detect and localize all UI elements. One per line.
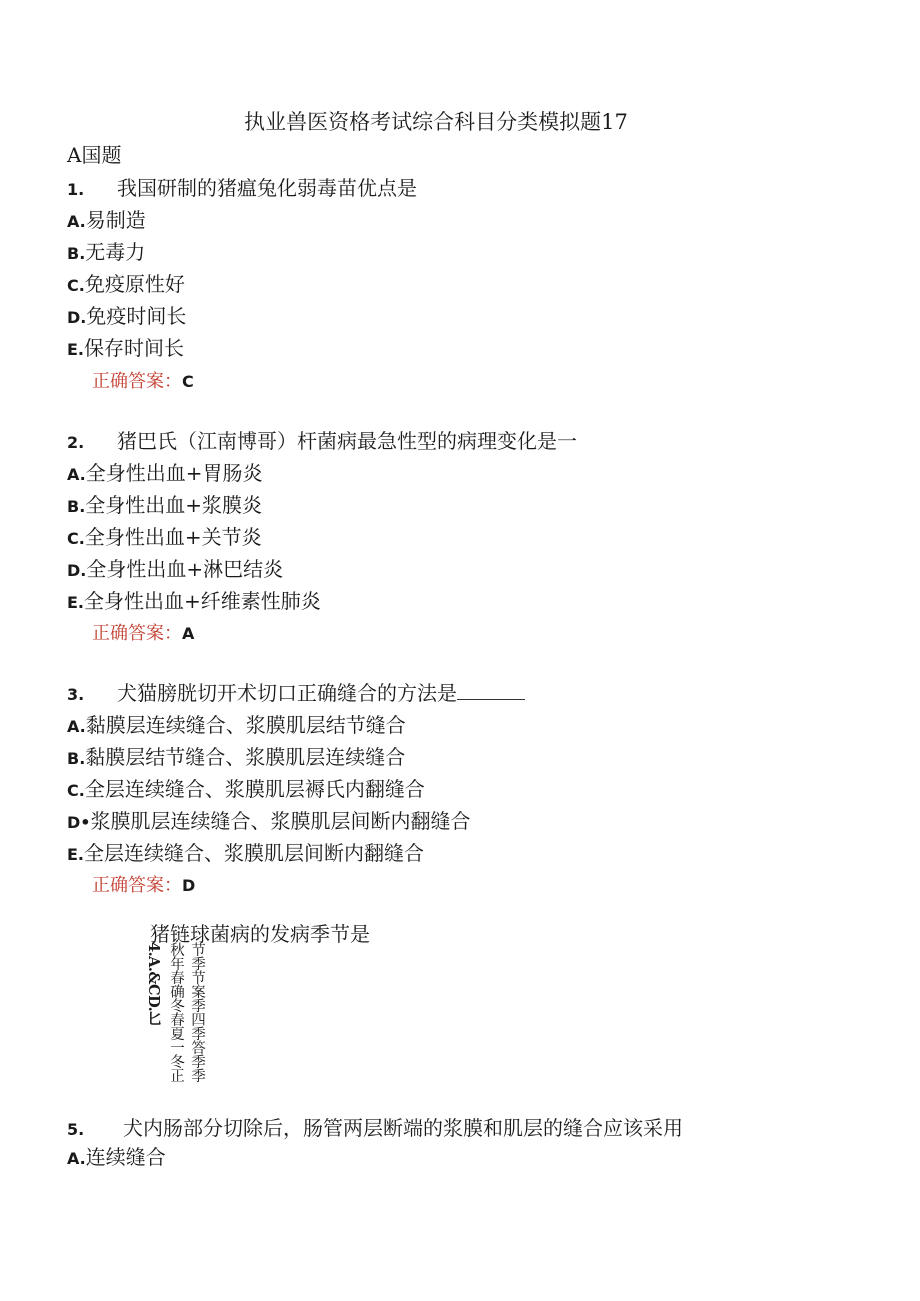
option-3d <box>67 805 471 834</box>
option-letter: A. <box>67 717 86 736</box>
option-2b <box>67 489 262 518</box>
option-letter: C. <box>67 781 85 800</box>
option-3e <box>67 837 424 866</box>
option-2d <box>67 553 283 582</box>
page-title: 执业兽医资格考试综合科目分类模拟题17 <box>244 110 628 134</box>
option-3c <box>67 773 425 802</box>
answer-1 <box>92 367 194 393</box>
option-3a <box>67 709 406 738</box>
option-3b <box>67 741 405 770</box>
question-text: 犬内肠部分切除后，肠管两层断端的浆膜和肌层的缝合应该采用 <box>123 1116 683 1140</box>
answer-blank <box>457 681 525 700</box>
option-text: 全层连续缝合、浆膜肌层褥氏内翻缝合 <box>84 777 425 801</box>
option-text: 全身性出血+浆膜炎 <box>85 493 263 517</box>
answer-label: 正确答案： <box>92 371 182 392</box>
option-letter: D. <box>67 561 87 580</box>
option-letter: D. <box>67 308 87 327</box>
question-text: 犬猫膀胱切开术切口正确缝合的方法是 <box>117 681 457 705</box>
answer-2 <box>92 619 194 645</box>
option-letter: B. <box>67 749 86 768</box>
question-number: 2. <box>67 433 85 452</box>
option-2e <box>67 585 321 614</box>
question-text: 我国研制的猪瘟兔化弱毒苗优点是 <box>117 176 417 200</box>
answer-label: 正确答案： <box>92 623 182 644</box>
option-text: 免疫时间长 <box>86 304 187 328</box>
option-text: 保存时间长 <box>84 336 185 360</box>
option-letter: B. <box>67 497 86 516</box>
option-letter: E. <box>67 340 85 359</box>
option-letter: D• <box>67 813 91 832</box>
answer-value: C <box>182 372 194 391</box>
option-text: 浆膜肌层连续缝合、浆膜肌层间断内翻缝合 <box>90 809 471 833</box>
question-4-column-3: 节季节案季四季答季季 <box>189 942 205 1082</box>
answer-value: D <box>182 876 196 895</box>
option-letter: A. <box>67 1149 86 1168</box>
question-text: 猪巴氏（江南博哥）杆菌病最急性型的病理变化是一 <box>117 429 577 453</box>
option-letter: E. <box>67 845 85 864</box>
answer-3 <box>92 871 195 897</box>
question-4-title: 猪链球菌病的发病季节是 <box>150 922 370 946</box>
section-heading: A国题 <box>67 143 122 167</box>
option-text: 无毒力 <box>85 240 146 264</box>
option-5a <box>67 1141 166 1170</box>
question-1 <box>67 172 417 201</box>
question-number: 3. <box>67 685 85 704</box>
option-letter: B. <box>67 244 86 263</box>
question-number: 1. <box>67 180 85 199</box>
question-5 <box>67 1112 683 1141</box>
option-letter: C. <box>67 529 85 548</box>
option-text: 连续缝合 <box>85 1145 166 1169</box>
option-letter: E. <box>67 593 85 612</box>
option-text: 全身性出血+纤维素性肺炎 <box>84 589 321 613</box>
question-3 <box>67 677 525 706</box>
question-4-column-1: 4.A.&CD.匕 <box>145 942 162 1026</box>
option-1d <box>67 300 186 329</box>
answer-value: A <box>182 624 195 643</box>
option-text: 黏膜层结节缝合、浆膜肌层连续缝合 <box>85 745 406 769</box>
option-letter: A. <box>67 465 86 484</box>
option-text: 易制造 <box>85 208 146 232</box>
option-text: 全身性出血+淋巴结炎 <box>86 557 284 581</box>
option-2c <box>67 521 262 550</box>
question-2 <box>67 425 577 454</box>
option-1e <box>67 332 184 361</box>
option-1c <box>67 268 185 297</box>
question-number: 5. <box>67 1120 85 1139</box>
option-text: 全身性出血+关节炎 <box>84 525 262 549</box>
option-letter: C. <box>67 276 85 295</box>
option-1b <box>67 236 145 265</box>
option-text: 黏膜层连续缝合、浆膜肌层结节缝合 <box>85 713 406 737</box>
option-2a <box>67 457 263 486</box>
question-4-column-2: 秋年春确冬春夏一冬正 <box>168 942 184 1082</box>
answer-label: 正确答案： <box>92 875 182 896</box>
option-text: 全层连续缝合、浆膜肌层间断内翻缝合 <box>84 841 425 865</box>
option-1a <box>67 204 146 233</box>
option-letter: A. <box>67 212 86 231</box>
option-text: 免疫原性好 <box>84 272 185 296</box>
option-text: 全身性出血+胃肠炎 <box>85 461 263 485</box>
